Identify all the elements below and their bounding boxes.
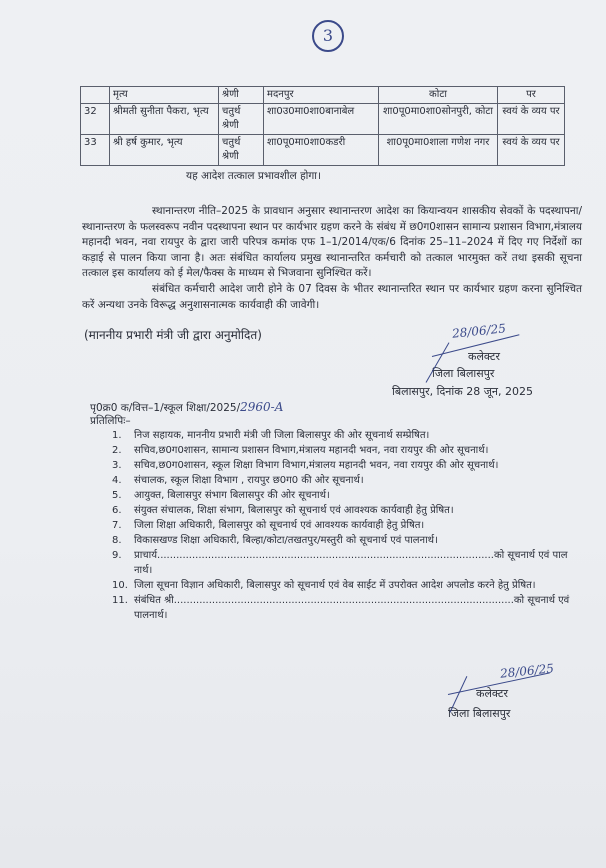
list-number: 2.	[112, 445, 122, 456]
list-number: 10.	[112, 580, 128, 591]
instruction-paragraph: स्थानान्तरण नीति–2025 के प्रावधान अनुसार स्थानान्तरण आदेश का कियान्वयन शासकीय सेवकों के पदस्थापना/स्थानान्तरण के फलस्वरूप नवीन पदस्थापना स्थान पर कार्यभार ग्रहण करने के संबंध में छ0ग0शासन सामान्य प्रशासन विभाग,मंत्रालय महानदी भवन, नवा रायपुर के द्वारा जारी परिपत्र कमांक एफ 1–1/2014/एक/6 दिनांक 25–11–2024 में दिए गए निर्देशों का कड़ाई से पालन किया जाना है। अतः संबंधित कार्यालय प्रमुख स्थानान्तरित कर्मचारी को तत्काल भारमुक्त करें तथा इसकी सूचना तत्काल इस कार्यालय को ई मेल/फैक्स के माध्यम से भिजवाना सुनिश्चित करें।	[82, 205, 582, 279]
table-cell: श्रेणी	[219, 87, 264, 104]
list-text: संयुक्त संचालक, शिक्षा संभाग, बिलासपुर को सूचनार्थ एवं आवश्यक कार्यवाही हेतु प्रेषित।	[134, 505, 454, 516]
list-item	[112, 533, 572, 548]
table-cell: श्रीमती सुनीता पैकरा, भृत्य	[110, 104, 219, 135]
table-cell: शा0पू0मा0शाला गणेश नगर	[379, 135, 498, 166]
list-number: 11.	[112, 595, 128, 606]
transfer-table	[80, 86, 565, 166]
list-text: विकासखण्ड शिक्षा अधिकारी, बिल्हा/कोटा/तखतपुर/मस्तुरी को सूचनार्थ एवं पालनार्थ।	[134, 535, 438, 546]
compliance-paragraph: संबंधित कर्मचारी आदेश जारी होने के 07 दिवस के भीतर स्थानान्तरित स्थान पर कार्यभार ग्रहण करना सुनिश्चित करें अन्यथा उनके विरूद्ध अनुशासनात्मक कार्यवाही की जावेगी।	[82, 283, 582, 311]
table-cell: पर	[498, 87, 565, 104]
signatory-office: जिला बिलासपुर	[448, 707, 511, 720]
list-number: 7.	[112, 520, 122, 531]
list-number: 6.	[112, 505, 122, 516]
list-number: 1.	[112, 430, 122, 441]
table-cell: स्वयं के व्यय पर	[498, 135, 565, 166]
copy-to-label: प्रतिलिपिः–	[90, 415, 131, 427]
page-number: 3	[312, 20, 344, 52]
table-cell: शा0पू0मा0शा0कडरी	[264, 135, 379, 166]
table-row	[81, 135, 565, 166]
list-item	[112, 473, 572, 488]
sign-date: 28/06/25	[451, 321, 507, 341]
table-cell: कोटा	[379, 87, 498, 104]
handwritten-reference: 2960-A	[240, 400, 284, 414]
table-cell: शा0पू0मा0शा0सोनपुरी, कोटा	[379, 104, 498, 135]
signatory-office: जिला बिलासपुर	[432, 367, 495, 380]
table-cell: स्वयं के व्यय पर	[498, 104, 565, 135]
list-item	[112, 458, 572, 473]
effective-note: यह आदेश तत्काल प्रभावशील होगा।	[186, 170, 321, 182]
approval-note: (माननीय प्रभारी मंत्री जी द्वारा अनुमोदित)	[84, 328, 262, 342]
signatory-title: कलेक्टर	[468, 350, 500, 363]
list-text: संबंधित श्री...........................................................................................................को सूचनार्थ एवं पालनार्थ।	[134, 595, 570, 621]
list-text: जिला शिक्षा अधिकारी, बिलासपुर को सूचनार्थ एवं आवश्यक कार्यवाही हेतु प्रेषित।	[134, 520, 425, 531]
reference-number	[90, 400, 283, 415]
list-item	[112, 518, 572, 533]
list-text: संचालक, स्कूल शिक्षा विभाग , रायपुर छ0ग0 की ओर सूचनार्थ।	[134, 475, 364, 486]
list-item	[112, 593, 572, 623]
sign-date: 28/06/25	[499, 661, 555, 681]
list-text: जिला सूचना विज्ञान अधिकारी, बिलासपुर को सूचनार्थ एवं वेब साईट में उपरोक्त आदेश अपलोड करने हेतु प्रेषित।	[134, 580, 536, 591]
list-number: 9.	[112, 550, 122, 561]
list-number: 5.	[112, 490, 122, 501]
table-cell: चतुर्थ श्रेणी	[219, 135, 264, 166]
table-cell: मदनपुर	[264, 87, 379, 104]
table-row	[81, 104, 565, 135]
table-cell: श्री हर्ष कुमार, भृत्य	[110, 135, 219, 166]
list-number: 8.	[112, 535, 122, 546]
list-number: 4.	[112, 475, 122, 486]
list-item	[112, 548, 572, 578]
table-cell: मृत्य	[110, 87, 219, 104]
list-item	[112, 488, 572, 503]
table-row	[81, 87, 565, 104]
list-number: 3.	[112, 460, 122, 471]
list-text: निज सहायक, माननीय प्रभारी मंत्री जी जिला बिलासपुर की ओर सूचनार्थ सम्प्रेषित।	[134, 430, 430, 441]
table-cell: चतुर्थ श्रेणी	[219, 104, 264, 135]
list-text: आयुक्त, बिलासपुर संभाग बिलासपुर की ओर सूचनार्थ।	[134, 490, 330, 501]
list-text: सचिव,छ0ग0शासन, सामान्य प्रशासन विभाग,मंत्रालय महानदी भवन, नवा रायपुर की ओर सूचनार्थ।	[134, 445, 489, 456]
signatory-title: कलेक्टर	[476, 687, 508, 700]
table-cell: 33	[81, 135, 110, 166]
table-cell: शा0उ0मा0शा0बानाबेल	[264, 104, 379, 135]
order-place-date: बिलासपुर, दिनांक 28 जून, 2025	[392, 385, 533, 398]
list-item	[112, 428, 572, 443]
list-item	[112, 443, 572, 458]
list-text: प्राचार्य..........................................................................................................को सूचनार्थ एवं पालनार्थ।	[134, 550, 568, 576]
table-cell: 32	[81, 104, 110, 135]
copy-to-list	[112, 428, 572, 623]
list-text: सचिव,छ0ग0शासन, स्कूल शिक्षा विभाग विभाग,मंत्रालय महानदी भवन, नवा रायपुर की ओर सूचनार्थ।	[134, 460, 499, 471]
list-item	[112, 578, 572, 593]
list-item	[112, 503, 572, 518]
reference-number-text: पृ0क्र0 क/वित्त–1/स्कूल शिक्षा/2025/	[90, 402, 241, 414]
